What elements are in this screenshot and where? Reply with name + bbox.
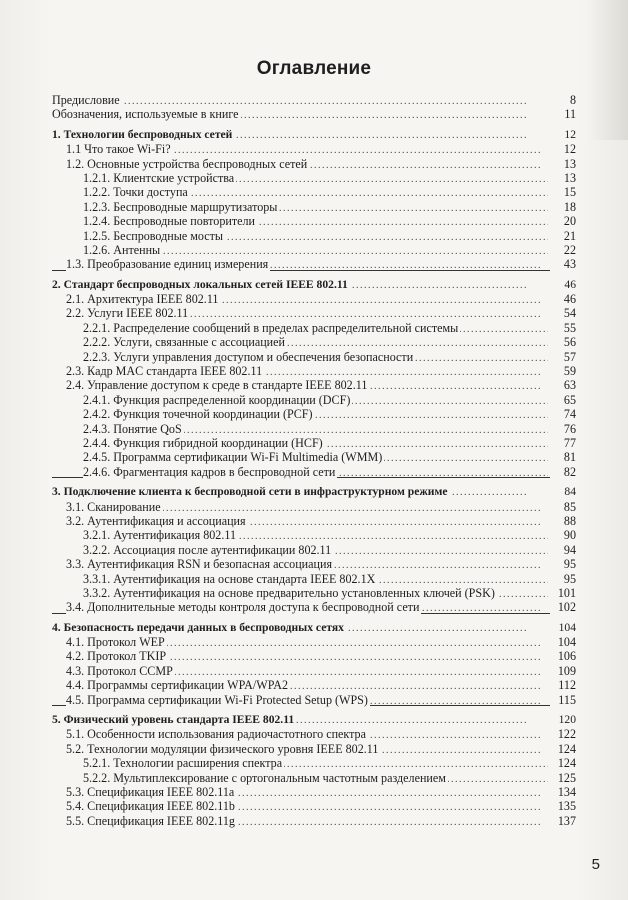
toc-page-number: 57 [550, 350, 576, 364]
toc-entry-row[interactable] [52, 678, 576, 692]
toc-entry-title: 1.2. Основные устройства беспроводных сетей [66, 156, 308, 171]
toc-entry-row[interactable] [52, 243, 576, 257]
toc-page-number: 18 [550, 200, 576, 214]
toc-entry-title: 3. Подключение клиента к беспроводной сети в инфраструктурном режиме [52, 485, 448, 499]
toc-entry-row[interactable] [52, 335, 576, 349]
toc-entry-title: 1.2.4. Беспроводные повторители [83, 214, 256, 229]
toc-page-number: 90 [550, 528, 576, 542]
toc-entry-title: 2.4. Управление доступом к среде в стандарте IEEE 802.11 [66, 378, 368, 393]
toc-entry-row[interactable] [52, 450, 576, 464]
toc-entry-title: 2.4.5. Программа сертификации Wi-Fi Multimedia (WMM) [83, 450, 383, 465]
toc-entry-row[interactable] [52, 649, 576, 663]
toc-entry-title: 1. Технологии беспроводных сетей [52, 127, 233, 141]
toc-entry-title: 3.2.1. Аутентификация 802.11 [83, 528, 237, 543]
toc-entry-title: 2. Стандарт беспроводных локальных сетей IEEE 802.11 [52, 277, 348, 291]
toc-entry-row[interactable] [52, 407, 576, 421]
page-title: Оглавление [256, 58, 372, 79]
toc-page-number: 46 [550, 292, 576, 306]
toc-page-number: 104 [550, 621, 576, 635]
toc-entry-title: 2.4.1. Функция распределенной координации (DCF) [83, 392, 351, 407]
toc-entry-title: 5.4. Спецификация IEEE 802.11b [66, 799, 235, 814]
toc-entry-title: 3.3. Аутентификация RSN и безопасная ассоциация [66, 557, 333, 572]
toc-entry-row[interactable] [52, 557, 576, 571]
toc-entry-title: 5.2.2. Мультиплексирование с ортогональным частотным разделением [83, 770, 446, 785]
toc-entry-title: 4.3. Протокол CCMP [66, 663, 173, 678]
toc-page-number: 12 [550, 142, 576, 156]
toc-page-number: 81 [550, 450, 576, 464]
toc-page-number: 22 [550, 243, 576, 257]
toc-entry-row[interactable] [52, 543, 576, 557]
toc-entry-row[interactable] [52, 785, 576, 799]
toc-entry-row[interactable] [52, 185, 576, 199]
toc-entry-row[interactable] [52, 436, 576, 450]
toc-page-number: 115 [550, 693, 576, 707]
toc-page-number: 135 [550, 799, 576, 813]
toc-entry-title: 5. Физический уровень стандарта IEEE 802.11 [52, 713, 295, 727]
toc-entry-title: 3.1. Сканирование [66, 499, 161, 514]
toc-entry-row[interactable] [52, 378, 576, 392]
toc-entry-row[interactable] [52, 693, 576, 707]
toc-entry-row[interactable] [52, 572, 576, 586]
toc-page-number: 122 [550, 727, 576, 741]
toc-chapter-row[interactable] [52, 128, 576, 142]
toc-entry-row[interactable] [52, 528, 576, 542]
toc-page-number: 13 [550, 157, 576, 171]
toc-entry-title: 1.2.6. Антенны [83, 242, 161, 257]
toc-page-number: 43 [550, 257, 576, 271]
toc-page-number: 74 [550, 407, 576, 421]
toc-entry-row[interactable] [52, 321, 576, 335]
toc-entry-title: 1.2.5. Беспроводные мосты [83, 228, 224, 243]
toc-page-number: 120 [550, 713, 576, 727]
toc-page-number: 106 [550, 649, 576, 663]
toc-entry-row[interactable] [52, 814, 576, 828]
toc-page-number: 13 [550, 171, 576, 185]
toc-entry-title: 1.3. Преобразование единиц измерения [66, 257, 269, 272]
toc-page-number: 124 [550, 756, 576, 770]
toc-entry-title: 1.2.3. Беспроводные маршрутизаторы [83, 199, 278, 214]
toc-entry-row[interactable] [52, 422, 576, 436]
page-number: 5 [591, 856, 600, 873]
toc-entry-title: 2.2.3. Услуги управления доступом и обеспечения безопасности [83, 349, 414, 364]
toc-page-number: 109 [550, 664, 576, 678]
toc-entry-title: 2.4.2. Функция точечной координации (PCF) [83, 407, 313, 422]
toc-entry-row[interactable] [52, 142, 576, 156]
toc-entry-title: 2.2.1. Распределение сообщений в пределах распределительной системы [83, 320, 459, 335]
toc-entry-title: 3.3.2. Аутентификация на основе предварительно установленных ключей (PSK) [83, 585, 495, 600]
toc-page-number: 76 [550, 422, 576, 436]
toc-entry-row[interactable] [52, 93, 576, 107]
toc-page-number: 134 [550, 785, 576, 799]
toc-entry-title: 5.1. Особенности использования радиочастотного спектра [66, 727, 366, 742]
toc-entry-row[interactable] [52, 465, 576, 479]
toc-entry-row[interactable] [52, 229, 576, 243]
toc-entry-title: 3.2.2. Ассоциация после аутентификации 802.11 [83, 542, 332, 557]
toc-page-number: 88 [550, 514, 576, 528]
toc-entry-title: 4. Безопасность передачи данных в беспроводных сетях [52, 620, 344, 634]
toc-entry-row[interactable] [52, 514, 576, 528]
toc-page-number: 21 [550, 229, 576, 243]
toc-page-number: 85 [550, 500, 576, 514]
toc-page-number: 82 [550, 465, 576, 479]
toc-entry-row[interactable] [52, 107, 576, 121]
toc-entry-row[interactable] [52, 257, 576, 271]
toc-entry-title: Обозначения, используемые в книге [52, 107, 239, 122]
toc-page-number: 95 [550, 557, 576, 571]
toc-entry-title: 4.1. Протокол WEP [66, 635, 165, 650]
toc-entry-title: 1.1 Что такое Wi-Fi? [66, 142, 171, 157]
toc-chapter-row[interactable] [52, 621, 576, 635]
toc-entry-row[interactable] [52, 350, 576, 364]
toc-page-number: 102 [550, 600, 576, 614]
toc-page-number: 95 [550, 572, 576, 586]
toc-entry-title: 4.2. Протокол TKIP [66, 649, 167, 664]
toc-chapter-row[interactable] [52, 485, 576, 499]
toc-leader-dots [52, 93, 548, 107]
toc-entry-title: 2.3. Кадр MAC стандарта IEEE 802.11 [66, 364, 263, 379]
toc-entry-row[interactable] [52, 799, 576, 813]
toc-entry-row[interactable] [52, 364, 576, 378]
toc-page-number: 65 [550, 393, 576, 407]
toc-page-number: 15 [550, 185, 576, 199]
toc-entry-row[interactable] [52, 393, 576, 407]
toc-entry-title: 1.2.1. Клиентские устройства [83, 170, 235, 185]
toc-entry-row[interactable] [52, 600, 576, 614]
toc-page-number: 20 [550, 214, 576, 228]
toc-entry-title: 2.2. Услуги IEEE 802.11 [66, 306, 189, 321]
toc-page-number: 124 [550, 742, 576, 756]
toc-chapter-row[interactable] [52, 278, 576, 292]
toc-entry-title: 3.3.1. Аутентификация на основе стандарта IEEE 802.1X [83, 571, 376, 586]
toc-entry-title: 2.4.6. Фрагментация кадров в беспроводной сети [83, 464, 336, 479]
toc-entry-title: 5.5. Спецификация IEEE 802.11g [66, 813, 235, 828]
toc-entry-title: 2.1. Архитектура IEEE 802.11 [66, 292, 219, 307]
toc-entry-row[interactable] [52, 771, 576, 785]
toc-page-number: 46 [550, 278, 576, 292]
toc-entry-row[interactable] [52, 727, 576, 741]
toc-page-number: 56 [550, 335, 576, 349]
toc-page-number: 112 [550, 678, 576, 692]
toc-entry-title: 5.3. Спецификация IEEE 802.11a [66, 784, 235, 799]
toc-entry-title: Предисловие [52, 93, 120, 107]
toc-entry-title: 4.4. Программы сертификации WPA/WPA2 [66, 678, 289, 693]
toc-entry-row[interactable] [52, 200, 576, 214]
toc-page-number: 101 [550, 586, 576, 600]
toc-page-number: 11 [550, 107, 576, 121]
toc-entry-title: 5.2.1. Технологии расширения спектра [83, 756, 283, 771]
toc-entry-row[interactable] [52, 742, 576, 756]
toc-entry-row[interactable] [52, 635, 576, 649]
toc-entry-row[interactable] [52, 500, 576, 514]
toc-entry-row[interactable] [52, 756, 576, 770]
toc-page-number: 104 [550, 635, 576, 649]
toc-page-number: 59 [550, 364, 576, 378]
toc-entry-row[interactable] [52, 586, 576, 600]
toc-entry-row[interactable] [52, 292, 576, 306]
toc-entry-title: 1.2.2. Точки доступа [83, 185, 188, 200]
toc-entry-title: 3.2. Аутентификация и ассоциация [66, 513, 246, 528]
toc-page-number: 137 [550, 814, 576, 828]
toc-page-number: 125 [550, 771, 576, 785]
toc-page-number: 84 [550, 485, 576, 499]
toc-page-number: 94 [550, 543, 576, 557]
toc-entry-row[interactable] [52, 306, 576, 320]
toc-entry-row[interactable] [52, 157, 576, 171]
toc-page-number: 77 [550, 436, 576, 450]
toc-entry-title: 3.4. Дополнительные методы контроля доступа к беспроводной сети [66, 600, 420, 615]
toc-entry-row[interactable] [52, 214, 576, 228]
toc-page-number: 12 [550, 128, 576, 142]
toc-entry-title: 2.4.4. Функция гибридной координации (HCF) [83, 435, 323, 450]
toc-page-number: 63 [550, 378, 576, 392]
toc-entry-title: 4.5. Программа сертификации Wi-Fi Protected Setup (WPS) [66, 692, 368, 707]
toc-entry-row[interactable] [52, 664, 576, 678]
toc-chapter-row[interactable] [52, 713, 576, 727]
toc-entry-row[interactable] [52, 171, 576, 185]
toc-page-number: 55 [550, 321, 576, 335]
table-of-contents [52, 93, 576, 828]
toc-page-number: 8 [550, 93, 576, 107]
toc-entry-title: 5.2. Технологии модуляции физического уровня IEEE 802.11 [66, 741, 379, 756]
toc-entry-title: 2.4.3. Понятие QoS [83, 421, 182, 436]
toc-page-number: 54 [550, 306, 576, 320]
toc-entry-title: 2.2.2. Услуги, связанные с ассоциацией [83, 335, 285, 350]
